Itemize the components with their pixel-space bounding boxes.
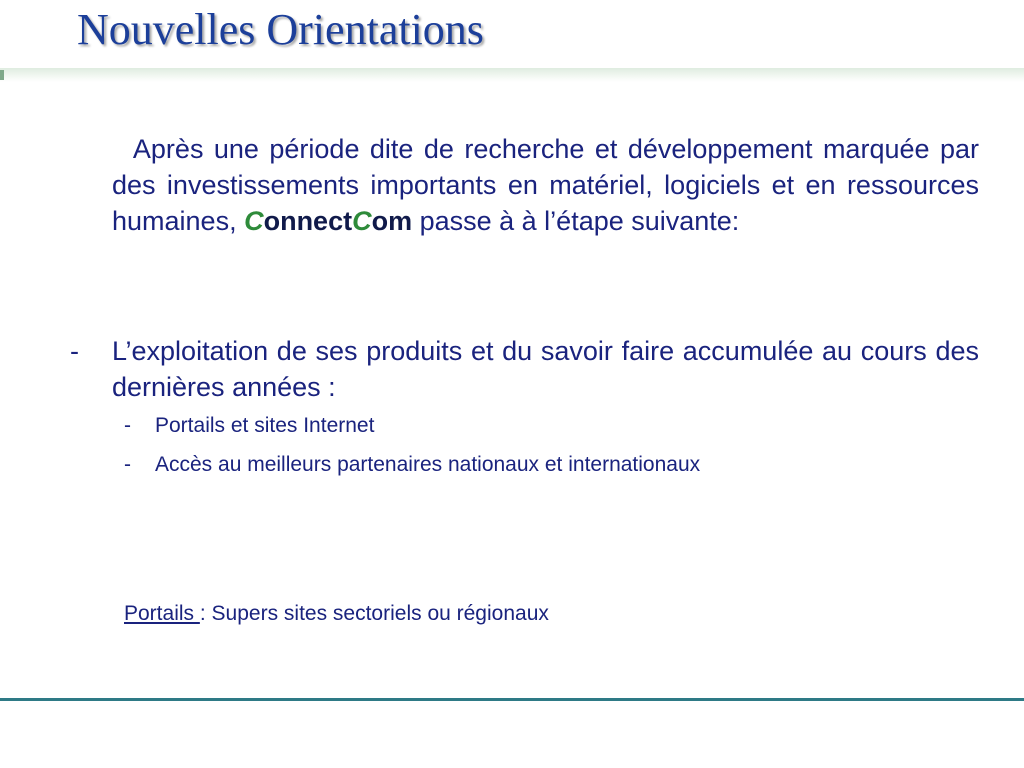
sub-bullet-dash: - xyxy=(124,453,131,476)
brand-letter-c1: C xyxy=(244,206,264,236)
intro-text-before: Après une période dite de recherche et développement marquée par des investissements importants en matériel, logiciels et en ressources humaines, xyxy=(112,134,979,236)
brand-letter-c2: C xyxy=(352,206,372,236)
sub-bullet xyxy=(124,451,700,479)
footer-rule xyxy=(0,698,1024,701)
note-definition: : Supers sites sectoriels ou régionaux xyxy=(199,602,549,625)
title-band-marker xyxy=(0,70,4,80)
note-term: Portails xyxy=(124,602,200,625)
intro-paragraph xyxy=(112,131,979,239)
sub-bullet-dash: - xyxy=(124,414,131,437)
brand-end: om xyxy=(371,206,413,236)
sub-bullet-text: Portails et sites Internet xyxy=(155,414,375,437)
brand-mid: onnect xyxy=(263,206,353,236)
intro-text-after: passe à à l’étape suivante: xyxy=(412,206,740,236)
definition-note xyxy=(124,600,549,628)
main-bullet-dash: - xyxy=(70,336,79,366)
title-underline-band xyxy=(0,68,1024,82)
sub-bullet xyxy=(124,412,374,440)
slide-title: Nouvelles Orientations xyxy=(77,5,484,54)
sub-bullet-text: Accès au meilleurs partenaires nationaux et internationaux xyxy=(155,453,701,476)
brand-name xyxy=(244,206,412,236)
main-bullet-text: L’exploitation de ses produits et du savoir faire accumulée au cours des dernières années : xyxy=(112,336,979,402)
